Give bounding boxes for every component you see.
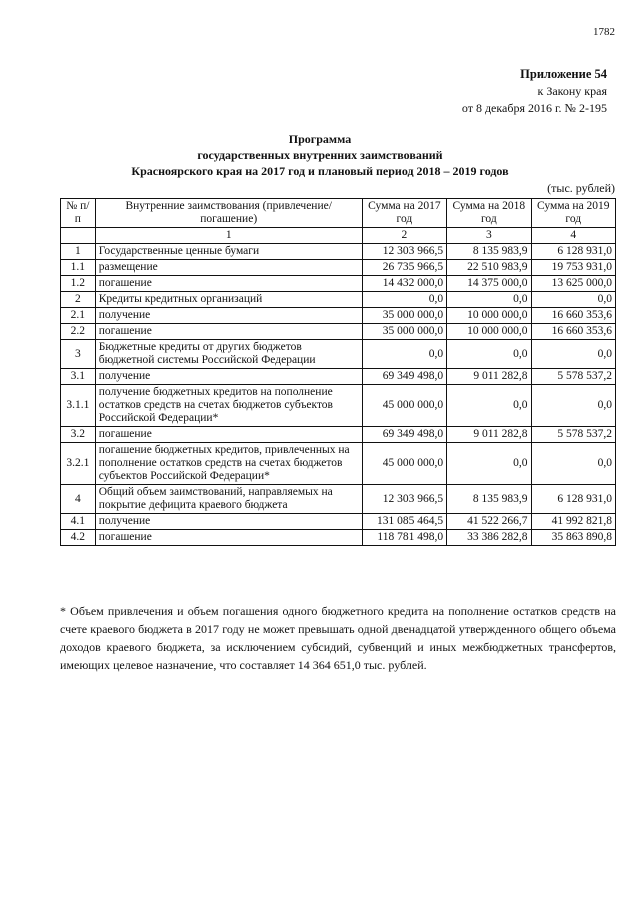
table-row — [61, 427, 616, 443]
value-2018: 0,0 — [447, 443, 531, 485]
row-name: получение — [95, 514, 362, 530]
row-number: 3 — [61, 340, 96, 369]
value-2018: 10 000 000,0 — [447, 308, 531, 324]
value-2018: 8 135 983,9 — [447, 485, 531, 514]
index-cell — [61, 228, 96, 244]
table-row — [61, 324, 616, 340]
title-line-3: Красноярского края на 2017 год и плановый период 2018 – 2019 годов — [131, 164, 509, 178]
table-row — [61, 385, 616, 427]
row-name: погашение — [95, 427, 362, 443]
header-2019: Сумма на 2019 год — [531, 199, 615, 228]
value-2018: 10 000 000,0 — [447, 324, 531, 340]
value-2019: 5 578 537,2 — [531, 427, 615, 443]
footnote: * Объем привлечения и объем погашения одного бюджетного кредита на пополнение остатков средств на счете краевого бюджета в 2017 году не может превышать одной двенадцатой утвержденного общего объема доходов краевого бюджета, за исключением субсидий, субвенций и иных межбюджетных трансфертов, имеющих целевое назначение, что составляет 14 364 651,0 тыс. рублей. — [60, 604, 616, 672]
header-2017: Сумма на 2017 год — [362, 199, 446, 228]
row-name: погашение — [95, 276, 362, 292]
value-2017: 0,0 — [362, 340, 446, 369]
value-2017: 45 000 000,0 — [362, 385, 446, 427]
row-number: 3.1.1 — [61, 385, 96, 427]
value-2018: 8 135 983,9 — [447, 244, 531, 260]
row-name: Бюджетные кредиты от других бюджетов бюджетной системы Российской Федерации — [95, 340, 362, 369]
header-2018: Сумма на 2018 год — [447, 199, 531, 228]
header-name: Внутренние заимствования (привлечение/ погашение) — [95, 199, 362, 228]
value-2019: 0,0 — [531, 443, 615, 485]
row-name: Общий объем заимствований, направляемых на покрытие дефицита краевого бюджета — [95, 485, 362, 514]
value-2019: 13 625 000,0 — [531, 276, 615, 292]
table-row — [61, 292, 616, 308]
table-row — [61, 443, 616, 485]
table-row — [61, 260, 616, 276]
row-number: 3.2.1 — [61, 443, 96, 485]
table-row — [61, 514, 616, 530]
row-number: 2 — [61, 292, 96, 308]
row-name: получение — [95, 369, 362, 385]
value-2019: 16 660 353,6 — [531, 324, 615, 340]
value-2017: 35 000 000,0 — [362, 308, 446, 324]
row-name: погашение — [95, 530, 362, 546]
row-number: 2.1 — [61, 308, 96, 324]
value-2017: 69 349 498,0 — [362, 427, 446, 443]
value-2019: 35 863 890,8 — [531, 530, 615, 546]
value-2019: 5 578 537,2 — [531, 369, 615, 385]
row-number: 2.2 — [61, 324, 96, 340]
value-2018: 0,0 — [447, 385, 531, 427]
row-number: 3.1 — [61, 369, 96, 385]
row-name: размещение — [95, 260, 362, 276]
value-2018: 41 522 266,7 — [447, 514, 531, 530]
value-2018: 9 011 282,8 — [447, 369, 531, 385]
table-row — [61, 530, 616, 546]
units-label: (тыс. рублей) — [547, 181, 615, 195]
value-2019: 0,0 — [531, 292, 615, 308]
index-cell: 3 — [447, 228, 531, 244]
value-2017: 0,0 — [362, 292, 446, 308]
value-2018: 9 011 282,8 — [447, 427, 531, 443]
value-2017: 12 303 966,5 — [362, 485, 446, 514]
row-number: 1 — [61, 244, 96, 260]
row-name: Кредиты кредитных организаций — [95, 292, 362, 308]
value-2017: 26 735 966,5 — [362, 260, 446, 276]
value-2017: 14 432 000,0 — [362, 276, 446, 292]
value-2017: 131 085 464,5 — [362, 514, 446, 530]
value-2019: 0,0 — [531, 385, 615, 427]
index-cell: 2 — [362, 228, 446, 244]
value-2019: 16 660 353,6 — [531, 308, 615, 324]
table-row — [61, 340, 616, 369]
table-row — [61, 276, 616, 292]
row-name: получение бюджетных кредитов на пополнение остатков средств на счетах бюджетов субъектов Российской Федерации* — [95, 385, 362, 427]
value-2017: 118 781 498,0 — [362, 530, 446, 546]
table-header-row — [61, 199, 616, 228]
value-2018: 33 386 282,8 — [447, 530, 531, 546]
appendix-title: Приложение 54 — [520, 67, 607, 81]
table-row — [61, 369, 616, 385]
value-2019: 6 128 931,0 — [531, 244, 615, 260]
document-title — [80, 131, 560, 179]
value-2019: 0,0 — [531, 340, 615, 369]
row-number: 1.2 — [61, 276, 96, 292]
value-2018: 0,0 — [447, 340, 531, 369]
header-num: № п/п — [61, 199, 96, 228]
row-name: Государственные ценные бумаги — [95, 244, 362, 260]
appendix-law-reference: к Закону края — [537, 84, 607, 98]
value-2019: 19 753 931,0 — [531, 260, 615, 276]
row-number: 4.2 — [61, 530, 96, 546]
table-index-row — [61, 228, 616, 244]
title-line-1: Программа — [288, 132, 352, 146]
row-number: 1.1 — [61, 260, 96, 276]
row-name: погашение бюджетных кредитов, привлеченных на пополнение остатков средств на счетах бюджетов субъектов Российской Федерации* — [95, 443, 362, 485]
appendix-law-date: от 8 декабря 2016 г. № 2-195 — [461, 101, 607, 115]
table-row — [61, 308, 616, 324]
value-2018: 0,0 — [447, 292, 531, 308]
appendix-header — [462, 66, 607, 117]
index-cell: 4 — [531, 228, 615, 244]
row-name: погашение — [95, 324, 362, 340]
value-2018: 22 510 983,9 — [447, 260, 531, 276]
value-2019: 6 128 931,0 — [531, 485, 615, 514]
row-number: 3.2 — [61, 427, 96, 443]
page-number: 1782 — [593, 26, 615, 38]
table-row — [61, 244, 616, 260]
value-2017: 12 303 966,5 — [362, 244, 446, 260]
row-number: 4.1 — [61, 514, 96, 530]
borrowing-table — [60, 198, 616, 546]
value-2017: 45 000 000,0 — [362, 443, 446, 485]
value-2017: 69 349 498,0 — [362, 369, 446, 385]
value-2019: 41 992 821,8 — [531, 514, 615, 530]
row-name: получение — [95, 308, 362, 324]
row-number: 4 — [61, 485, 96, 514]
title-line-2: государственных внутренних заимствований — [197, 148, 443, 162]
table-row — [61, 485, 616, 514]
value-2017: 35 000 000,0 — [362, 324, 446, 340]
value-2018: 14 375 000,0 — [447, 276, 531, 292]
index-cell: 1 — [95, 228, 362, 244]
